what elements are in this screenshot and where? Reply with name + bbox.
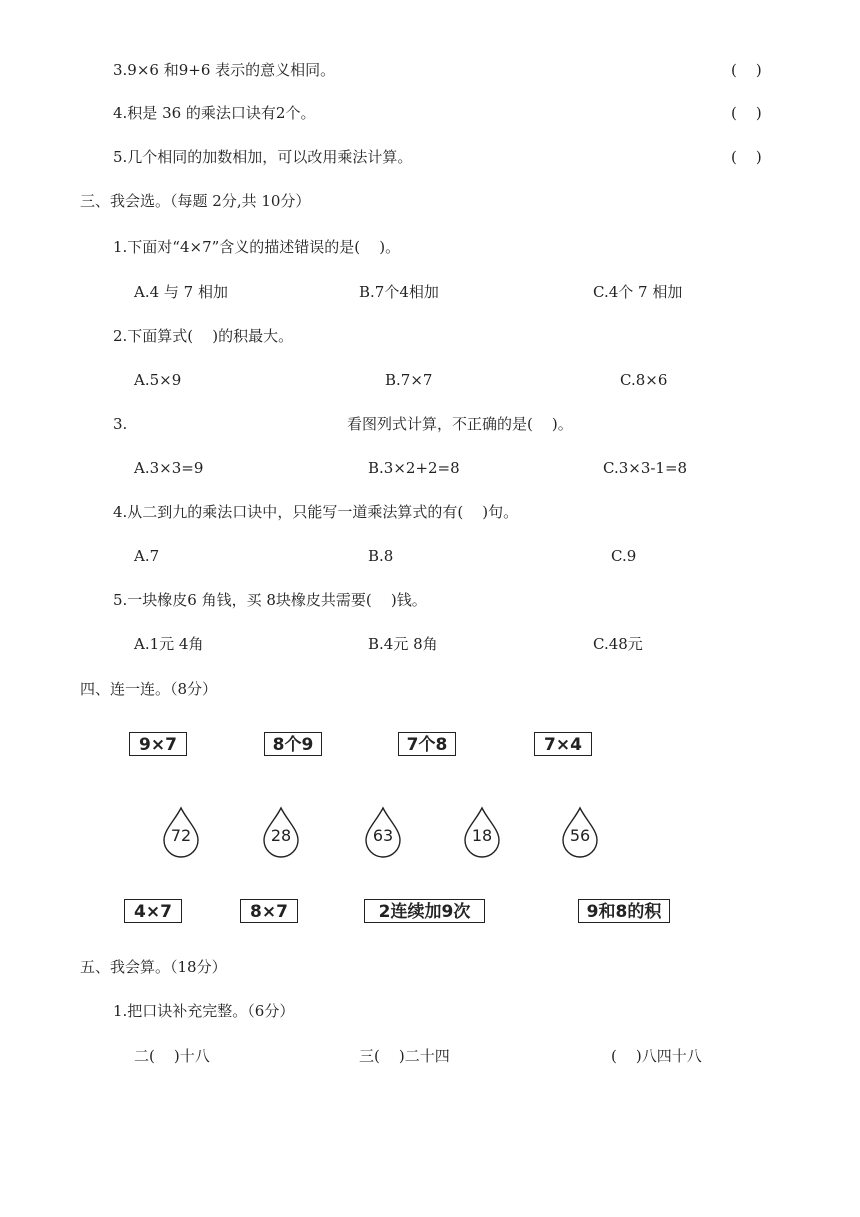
match-top-box-2[interactable]: 8个9 xyxy=(264,732,322,756)
water-drop-5[interactable] xyxy=(561,806,599,858)
match-top-box-1[interactable]: 9×7 xyxy=(129,732,187,756)
q3-3-option-c[interactable]: C.3×3-1=8 xyxy=(603,459,688,477)
drop-value: 56 xyxy=(569,826,591,845)
water-drop-3[interactable] xyxy=(364,806,402,858)
water-drop-4[interactable] xyxy=(463,806,501,858)
match-bottom-box-2[interactable]: 8×7 xyxy=(240,899,298,923)
q3-3-number: 3. xyxy=(113,415,128,433)
q3-2-option-a[interactable]: A.5×9 xyxy=(134,371,182,389)
judge-item-5: 5.几个相同的加数相加，可以改用乘法计算。 xyxy=(113,148,413,166)
drop-value: 72 xyxy=(170,826,192,845)
judge-item-3: 3.9×6 和9+6 表示的意义相同。 xyxy=(113,61,336,79)
match-top-box-3[interactable]: 7个8 xyxy=(398,732,456,756)
match-bottom-box-3[interactable]: 2连续加9次 xyxy=(364,899,485,923)
judge-item-4: 4.积是 36 的乘法口诀有2个。 xyxy=(113,104,316,122)
q5-1-item-1[interactable]: 二( )十八 xyxy=(134,1047,210,1065)
section-3-title: 三、我会选。（每题 2分,共 10分） xyxy=(80,192,311,210)
water-drop-2[interactable] xyxy=(262,806,300,858)
water-drop-1[interactable] xyxy=(162,806,200,858)
q3-4-option-a[interactable]: A.7 xyxy=(134,547,160,565)
q3-3-stem: 看图列式计算，不正确的是( )。 xyxy=(347,415,573,433)
q5-1-item-3[interactable]: ( )八四十八 xyxy=(611,1047,702,1065)
section-4-title: 四、连一连。（8分） xyxy=(80,680,218,698)
q3-3-option-a[interactable]: A.3×3=9 xyxy=(134,459,204,477)
judge-paren-3[interactable]: ( ) xyxy=(731,61,762,79)
q3-1-stem: 1.下面对“4×7”含义的描述错误的是( )。 xyxy=(113,238,401,256)
match-bottom-box-4[interactable]: 9和8的积 xyxy=(578,899,670,923)
q3-2-stem: 2.下面算式( )的积最大。 xyxy=(113,327,294,345)
q3-3-option-b[interactable]: B.3×2+2=8 xyxy=(368,459,460,477)
match-bottom-box-1[interactable]: 4×7 xyxy=(124,899,182,923)
q3-1-option-c[interactable]: C.4个 7 相加 xyxy=(593,283,683,301)
q3-1-option-a[interactable]: A.4 与 7 相加 xyxy=(134,283,228,301)
q3-5-option-c[interactable]: C.48元 xyxy=(593,635,643,653)
q5-1-item-2[interactable]: 三( )二十四 xyxy=(359,1047,450,1065)
q3-5-stem: 5.一块橡皮6 角钱，买 8块橡皮共需要( )钱。 xyxy=(113,591,427,609)
q3-4-option-b[interactable]: B.8 xyxy=(368,547,394,565)
section-5-title: 五、我会算。（18分） xyxy=(80,958,227,976)
judge-paren-4[interactable]: ( ) xyxy=(731,104,762,122)
q3-4-stem: 4.从二到九的乘法口诀中，只能写一道乘法算式的有( )句。 xyxy=(113,503,519,521)
drop-value: 28 xyxy=(270,826,292,845)
q5-1-title: 1.把口诀补充完整。（6分） xyxy=(113,1002,295,1020)
q3-5-option-b[interactable]: B.4元 8角 xyxy=(368,635,438,653)
q3-5-option-a[interactable]: A.1元 4角 xyxy=(134,635,204,653)
q3-2-option-c[interactable]: C.8×6 xyxy=(620,371,668,389)
drop-value: 63 xyxy=(372,826,394,845)
drop-value: 18 xyxy=(471,826,493,845)
q3-1-option-b[interactable]: B.7个4相加 xyxy=(359,283,439,301)
q3-4-option-c[interactable]: C.9 xyxy=(611,547,637,565)
q3-2-option-b[interactable]: B.7×7 xyxy=(385,371,433,389)
match-top-box-4[interactable]: 7×4 xyxy=(534,732,592,756)
judge-paren-5[interactable]: ( ) xyxy=(731,148,762,166)
